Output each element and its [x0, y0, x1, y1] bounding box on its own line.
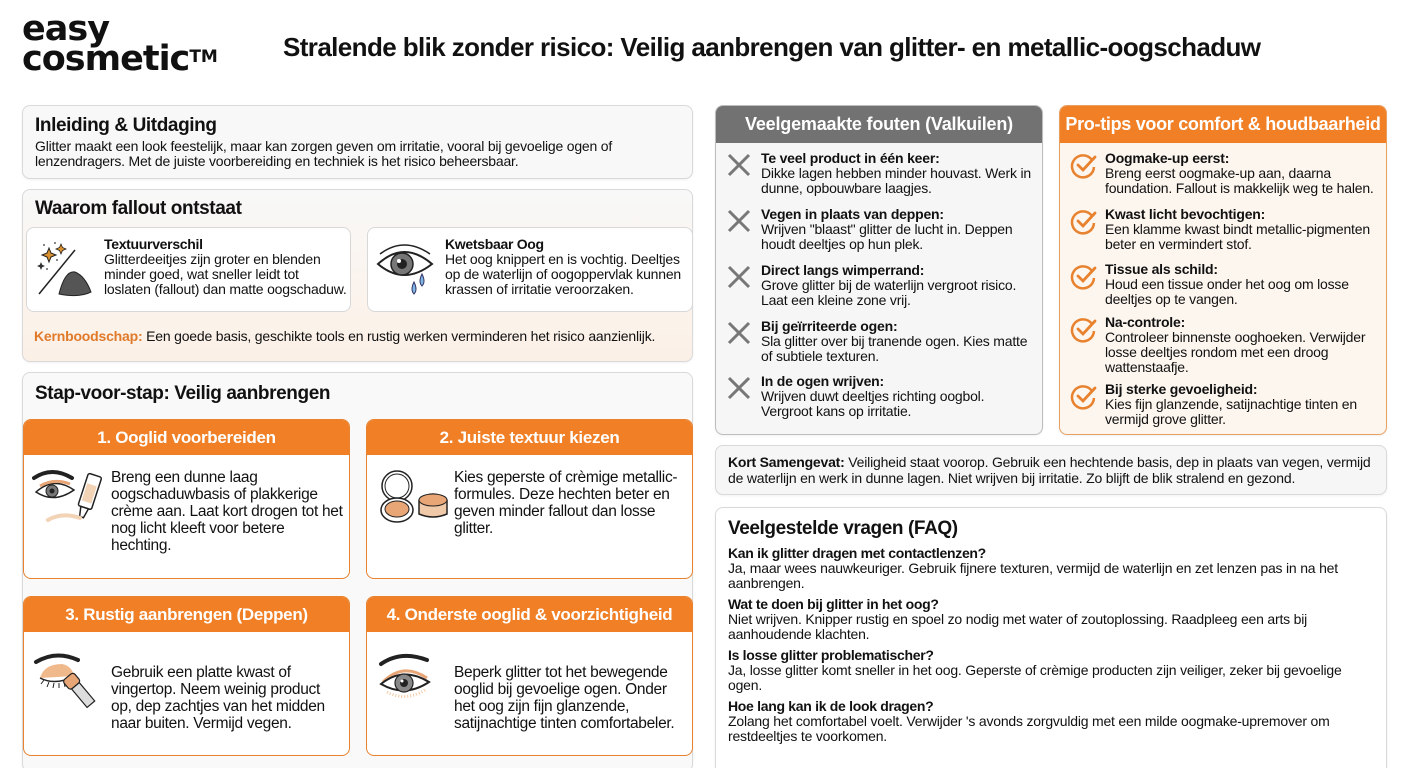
check-circle-icon	[1070, 262, 1098, 290]
mistakes-heading: Veelgemaakte fouten (Valkuilen)	[716, 106, 1042, 143]
faq-item	[728, 596, 1374, 642]
step-text: Beperk glitter tot het bewegende ooglid bij gevoelige ogen. Onder het oog zijn fijn glanzende, satijnachtige tinten comfortabeler.	[454, 664, 675, 732]
x-icon	[726, 320, 752, 346]
steps-card	[22, 372, 693, 768]
steps-heading: Stap-voor-stap: Veilig aanbrengen	[35, 383, 331, 404]
summary-label: Kort Samengevat:	[728, 454, 845, 470]
faq-answer: Ja, maar wees nauwkeuriger. Gebruik fijnere texturen, vermijd de waterlijn en zet lenzen pas in na het aanbrengen.	[728, 560, 1338, 591]
step-title: 1. Ooglid voorbereiden	[24, 420, 349, 455]
mistake-title: Vegen in plaats van deppen:	[761, 206, 944, 222]
faq-question: Wat te doen bij glitter in het oog?	[728, 596, 939, 612]
fallout-item-text: Glitterdeeitjes zijn groter en blenden minder goed, wat sneller leidt tot loslaten (fallout) dan matte oogschaduw.	[104, 251, 347, 297]
brand-line-2: cosmetic	[22, 39, 190, 79]
key-message-label: Kernboodschap:	[34, 328, 143, 344]
faq-answer: Zolang het comfortabel voelt. Verwijder 's avonds zorgvuldig met een milde oogmake-upremover om restdeeltjes te voorkomen.	[728, 713, 1330, 744]
check-circle-icon	[1070, 151, 1098, 179]
step-title: 4. Onderste ooglid & voorzichtigheid	[367, 597, 692, 632]
mistake-text: Sla glitter over bij tranende ogen. Kies matte of subtiele texturen.	[761, 333, 1028, 364]
step-card-3	[23, 596, 350, 756]
key-message-text: Een goede basis, geschikte tools en rustig werken verminderen het risico aanzienlijk.	[142, 328, 656, 344]
x-icon	[726, 152, 752, 178]
check-circle-icon	[1070, 382, 1098, 410]
intro-card	[22, 105, 693, 179]
x-icon	[726, 264, 752, 290]
fallout-item-title: Textuurverschil	[104, 236, 203, 252]
faq-card	[715, 507, 1387, 768]
mistake-title: Bij geïrriteerde ogen:	[761, 318, 898, 334]
trademark: TM	[189, 47, 218, 67]
step-card-4	[366, 596, 693, 756]
mistake-text: Wrijven "blaast" glitter de lucht in. Deppen houdt deeltjes op hun plek.	[761, 221, 1013, 252]
fallout-item-text: Het oog knippert en is vochtig. Deeltjes op de waterlijn of oogoppervlak kunnen krassen of irritatie veroorzaken.	[445, 251, 682, 297]
teary-eye-icon	[376, 240, 434, 298]
tip-title: Na-controle:	[1105, 314, 1186, 330]
summary-text: Veiligheid staat voorop. Gebruik een hechtende basis, dep in plaats van vegen, vermijd de waterlijn en werk in dunne lagen. Niet wrijven bij irritatie. Zo blijft de blik stralend en gezond.	[728, 454, 1371, 486]
tip-title: Oogmake-up eerst:	[1105, 150, 1230, 166]
mistake-text: Wrijven duwt deeltjes richting oogbol. Vergroot kans op irritatie.	[761, 388, 985, 419]
summary-card	[715, 445, 1387, 495]
mistakes-card	[715, 105, 1043, 435]
mistake-title: In de ogen wrijven:	[761, 373, 884, 389]
eye-primer-icon	[32, 468, 108, 528]
intro-heading: Inleiding & Uitdaging	[35, 115, 217, 136]
tip-text: Breng eerst oogmake-up aan, daarna foundation. Fallout is makkelijk weg te halen.	[1105, 165, 1374, 196]
brand-line-1: easy	[22, 9, 110, 49]
key-message	[34, 328, 655, 344]
mistake-title: Te veel product in één keer:	[761, 150, 940, 166]
mistake-title: Direct langs wimperrand:	[761, 262, 925, 278]
compact-jar-icon	[375, 468, 451, 528]
tip-text: Controleer binnenste ooghoeken. Verwijder losse deeltjes rondom met een droog wattenstaafje.	[1105, 329, 1366, 375]
mistake-text: Grove glitter bij de waterlijn vergroot risico. Laat een kleine zone vrij.	[761, 277, 1017, 308]
tips-heading: Pro-tips voor comfort & houdbaarheid	[1060, 106, 1386, 143]
fallout-item-title: Kwetsbaar Oog	[445, 236, 544, 252]
step-text: Breng een dunne laag oogschaduwbasis of plakkerige crème aan. Laat kort drogen tot het nog licht kleeft voor betere hechting.	[111, 469, 343, 554]
check-circle-icon	[1070, 207, 1098, 235]
page-title: Stralende blik zonder risico: Veilig aanbrengen van glitter- en metallic-oogschaduw	[283, 32, 1261, 62]
tip-title: Tissue als schild:	[1105, 261, 1218, 277]
glitter-powder-icon	[35, 240, 93, 298]
faq-item	[728, 647, 1374, 693]
step-text: Gebruik een platte kwast of vingertop. Neem weinig product op, dep zachtjes van het midden naar buiten. Vermijd vegen.	[111, 664, 325, 732]
step-text: Kies geperste of crèmige metallic-formules. Deze hechten beter en geven minder fallout dan losse glitter.	[454, 469, 678, 537]
brand-logo	[22, 9, 218, 79]
x-icon	[726, 375, 752, 401]
fallout-heading: Waarom fallout ontstaat	[35, 198, 242, 219]
fallout-item-oog	[367, 227, 693, 312]
open-eye-icon	[375, 652, 451, 712]
tip-title: Bij sterke gevoeligheid:	[1105, 381, 1258, 397]
faq-question: Is losse glitter problematischer?	[728, 647, 934, 663]
tip-title: Kwast licht bevochtigen:	[1105, 206, 1266, 222]
step-card-1	[23, 419, 350, 579]
step-title: 3. Rustig aanbrengen (Deppen)	[24, 597, 349, 632]
x-icon	[726, 208, 752, 234]
check-circle-icon	[1070, 315, 1098, 343]
fallout-card	[22, 189, 693, 362]
tip-text: Een klamme kwast bindt metallic-pigmenten beter en vermindert stof.	[1105, 221, 1370, 252]
eye-brush-icon	[32, 652, 108, 712]
tip-text: Kies fijn glanzende, satijnachtige tinten en vermijd grove glitter.	[1105, 396, 1357, 427]
step-card-2	[366, 419, 693, 579]
faq-item	[728, 545, 1374, 591]
faq-heading: Veelgestelde vragen (FAQ)	[728, 518, 958, 539]
intro-text: Glitter maakt een look feestelijk, maar kan zorgen geven om irritatie, vooral bij gevoelige ogen of lenzendragers. Met de juiste voorbereiding en techniek is het risico beheersbaar.	[35, 138, 613, 169]
faq-question: Kan ik glitter dragen met contactlenzen?	[728, 545, 986, 561]
tips-card	[1059, 105, 1387, 435]
mistake-text: Dikke lagen hebben minder houvast. Werk in dunne, opbouwbare laagjes.	[761, 165, 1031, 196]
faq-item	[728, 698, 1374, 744]
faq-answer: Ja, losse glitter komt sneller in het oog. Geperste of crèmige producten zijn veiliger, zeker bij gevoelige ogen.	[728, 662, 1342, 693]
faq-answer: Niet wrijven. Knipper rustig en spoel zo nodig met water of zoutoplossing. Raadpleeg een arts bij aanhoudende klachten.	[728, 611, 1308, 642]
faq-question: Hoe lang kan ik de look dragen?	[728, 698, 934, 714]
fallout-item-textuur	[26, 227, 351, 312]
step-title: 2. Juiste textuur kiezen	[367, 420, 692, 455]
tip-text: Houd een tissue onder het oog om losse deeltjes op te vangen.	[1105, 276, 1349, 307]
